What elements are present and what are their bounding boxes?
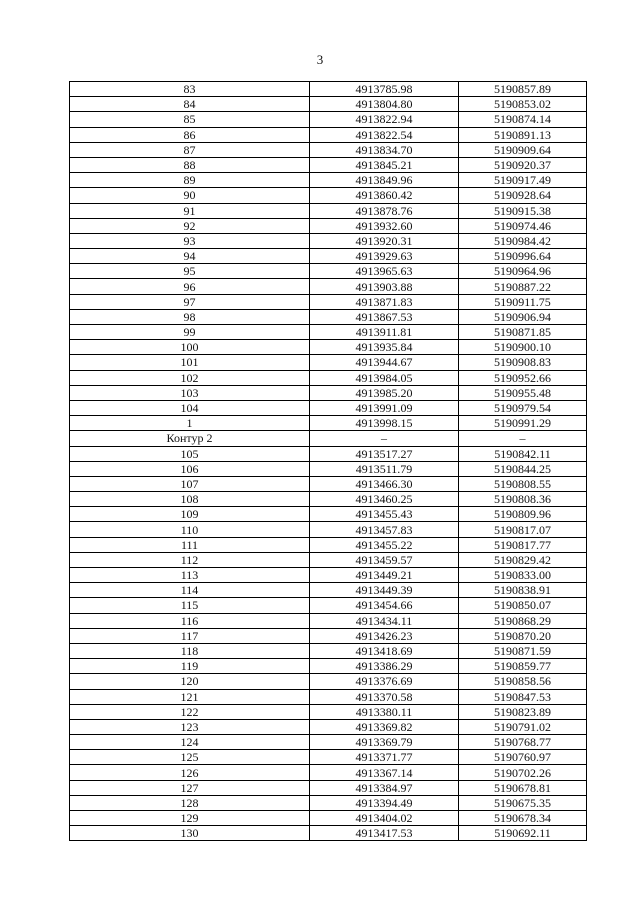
point-number-cell: 95 — [70, 264, 310, 279]
point-number-cell: 84 — [70, 97, 310, 112]
y-coordinate-cell: 5190979.54 — [459, 400, 587, 415]
y-coordinate-cell: 5190955.48 — [459, 385, 587, 400]
table-row — [70, 400, 587, 415]
table-row — [70, 780, 587, 795]
y-coordinate-cell: 5190833.00 — [459, 568, 587, 583]
y-coordinate-cell: 5190768.77 — [459, 735, 587, 750]
x-coordinate-cell: 4913459.57 — [310, 552, 459, 567]
x-coordinate-cell: 4913804.80 — [310, 97, 459, 112]
point-number-cell: 104 — [70, 400, 310, 415]
y-coordinate-cell: 5190829.42 — [459, 552, 587, 567]
point-number-cell: 88 — [70, 157, 310, 172]
y-coordinate-cell: 5190871.59 — [459, 643, 587, 658]
point-number-cell: 87 — [70, 142, 310, 157]
table-row — [70, 279, 587, 294]
y-coordinate-cell: 5190984.42 — [459, 233, 587, 248]
table-row — [70, 765, 587, 780]
x-coordinate-cell: 4913929.63 — [310, 249, 459, 264]
y-coordinate-cell: 5190952.66 — [459, 370, 587, 385]
point-number-cell: 83 — [70, 82, 310, 97]
y-coordinate-cell: 5190847.53 — [459, 689, 587, 704]
y-coordinate-cell: 5190991.29 — [459, 416, 587, 431]
x-coordinate-cell: 4913367.14 — [310, 765, 459, 780]
x-coordinate-cell: 4913822.54 — [310, 127, 459, 142]
y-coordinate-cell: 5190702.26 — [459, 765, 587, 780]
point-number-cell: 115 — [70, 598, 310, 613]
x-coordinate-cell: 4913434.11 — [310, 613, 459, 628]
x-coordinate-cell: 4913376.69 — [310, 674, 459, 689]
x-coordinate-cell: 4913985.20 — [310, 385, 459, 400]
table-row — [70, 370, 587, 385]
x-coordinate-cell: 4913370.58 — [310, 689, 459, 704]
x-coordinate-cell: 4913454.66 — [310, 598, 459, 613]
table-row — [70, 583, 587, 598]
table-row — [70, 689, 587, 704]
x-coordinate-cell: 4913417.53 — [310, 826, 459, 841]
point-number-cell: 129 — [70, 811, 310, 826]
x-coordinate-cell: 4913466.30 — [310, 476, 459, 491]
table-row — [70, 537, 587, 552]
contour-subheader-row — [70, 431, 587, 446]
coordinates-table — [69, 81, 587, 841]
x-coordinate-cell: 4913965.63 — [310, 264, 459, 279]
table-row — [70, 719, 587, 734]
table-row — [70, 233, 587, 248]
y-coordinate-cell: 5190678.34 — [459, 811, 587, 826]
y-coordinate-cell: 5190900.10 — [459, 340, 587, 355]
x-coordinate-cell: 4913418.69 — [310, 643, 459, 658]
point-number-cell: 105 — [70, 446, 310, 461]
x-coordinate-cell: 4913517.27 — [310, 446, 459, 461]
point-number-cell: 130 — [70, 826, 310, 841]
y-coordinate-cell: 5190887.22 — [459, 279, 587, 294]
table-row — [70, 795, 587, 810]
table-row — [70, 628, 587, 643]
y-coordinate-cell: 5190692.11 — [459, 826, 587, 841]
x-coordinate-cell: 4913455.22 — [310, 537, 459, 552]
y-coordinate-cell: 5190891.13 — [459, 127, 587, 142]
x-coordinate-cell: 4913878.76 — [310, 203, 459, 218]
x-coordinate-cell: 4913935.84 — [310, 340, 459, 355]
point-number-cell: 128 — [70, 795, 310, 810]
y-coordinate-cell: 5190844.25 — [459, 461, 587, 476]
point-number-cell: 127 — [70, 780, 310, 795]
x-coordinate-cell: 4913920.31 — [310, 233, 459, 248]
table-row — [70, 704, 587, 719]
x-coordinate-cell: 4913903.88 — [310, 279, 459, 294]
x-coordinate-cell: 4913998.15 — [310, 416, 459, 431]
x-coordinate-cell: 4913369.79 — [310, 735, 459, 750]
y-coordinate-cell: 5190859.77 — [459, 659, 587, 674]
table-row — [70, 476, 587, 491]
point-number-cell: 111 — [70, 537, 310, 552]
table-row — [70, 643, 587, 658]
table-row — [70, 264, 587, 279]
table-row — [70, 826, 587, 841]
x-coordinate-cell: 4913849.96 — [310, 173, 459, 188]
x-coordinate-cell: 4913369.82 — [310, 719, 459, 734]
x-coordinate-cell: 4913871.83 — [310, 294, 459, 309]
point-number-cell: 110 — [70, 522, 310, 537]
x-coordinate-cell: 4913834.70 — [310, 142, 459, 157]
x-coordinate-cell: 4913860.42 — [310, 188, 459, 203]
x-coordinate-cell: 4913944.67 — [310, 355, 459, 370]
table-row — [70, 355, 587, 370]
table-row — [70, 112, 587, 127]
table-row — [70, 249, 587, 264]
point-number-cell: 90 — [70, 188, 310, 203]
y-coordinate-cell: 5190808.55 — [459, 476, 587, 491]
table-row — [70, 613, 587, 628]
y-coordinate-cell: 5190853.02 — [459, 97, 587, 112]
point-number-cell: 109 — [70, 507, 310, 522]
x-coordinate-cell: 4913380.11 — [310, 704, 459, 719]
y-coordinate-cell: 5190675.35 — [459, 795, 587, 810]
x-coordinate-cell: 4913371.77 — [310, 750, 459, 765]
y-coordinate-cell: 5190870.20 — [459, 628, 587, 643]
y-coordinate-cell: 5190850.07 — [459, 598, 587, 613]
point-number-cell: 92 — [70, 218, 310, 233]
y-coordinate-cell: 5190964.96 — [459, 264, 587, 279]
y-coordinate-cell: 5190928.64 — [459, 188, 587, 203]
y-coordinate-cell: 5190678.81 — [459, 780, 587, 795]
table-row — [70, 127, 587, 142]
y-coordinate-cell: 5190760.97 — [459, 750, 587, 765]
x-coordinate-cell: 4913460.25 — [310, 492, 459, 507]
table-row — [70, 82, 587, 97]
y-coordinate-cell: 5190808.36 — [459, 492, 587, 507]
x-coordinate-cell: 4913911.81 — [310, 325, 459, 340]
y-coordinate-cell: 5190868.29 — [459, 613, 587, 628]
y-coordinate-cell: 5190858.56 — [459, 674, 587, 689]
x-coordinate-cell: 4913449.39 — [310, 583, 459, 598]
table-row — [70, 598, 587, 613]
page-number: 3 — [316, 52, 324, 67]
point-number-cell: 108 — [70, 492, 310, 507]
x-coordinate-cell: 4913785.98 — [310, 82, 459, 97]
table-row — [70, 735, 587, 750]
point-number-cell: 93 — [70, 233, 310, 248]
table-row — [70, 385, 587, 400]
x-coordinate-cell: – — [310, 431, 459, 446]
y-coordinate-cell: 5190838.91 — [459, 583, 587, 598]
y-coordinate-cell: 5190809.96 — [459, 507, 587, 522]
table-row — [70, 568, 587, 583]
point-number-cell: 126 — [70, 765, 310, 780]
point-number-cell: 118 — [70, 643, 310, 658]
table-row — [70, 294, 587, 309]
table-row — [70, 811, 587, 826]
point-number-cell: 85 — [70, 112, 310, 127]
table-row — [70, 522, 587, 537]
point-number-cell: 106 — [70, 461, 310, 476]
point-number-cell: 100 — [70, 340, 310, 355]
table-row — [70, 309, 587, 324]
table-row — [70, 203, 587, 218]
x-coordinate-cell: 4913384.97 — [310, 780, 459, 795]
table-row — [70, 750, 587, 765]
x-coordinate-cell: 4913932.60 — [310, 218, 459, 233]
y-coordinate-cell: 5190791.02 — [459, 719, 587, 734]
table-row — [70, 446, 587, 461]
table-row — [70, 674, 587, 689]
table-row — [70, 218, 587, 233]
x-coordinate-cell: 4913867.53 — [310, 309, 459, 324]
y-coordinate-cell: 5190917.49 — [459, 173, 587, 188]
x-coordinate-cell: 4913822.94 — [310, 112, 459, 127]
point-number-cell: 122 — [70, 704, 310, 719]
x-coordinate-cell: 4913457.83 — [310, 522, 459, 537]
point-number-cell: 116 — [70, 613, 310, 628]
point-number-cell: 113 — [70, 568, 310, 583]
table-row — [70, 416, 587, 431]
table-row — [70, 461, 587, 476]
point-number-cell: 102 — [70, 370, 310, 385]
y-coordinate-cell: 5190842.11 — [459, 446, 587, 461]
point-number-cell: 125 — [70, 750, 310, 765]
point-number-cell: Контур 2 — [70, 431, 310, 446]
y-coordinate-cell: 5190974.46 — [459, 218, 587, 233]
y-coordinate-cell: 5190871.85 — [459, 325, 587, 340]
point-number-cell: 114 — [70, 583, 310, 598]
point-number-cell: 107 — [70, 476, 310, 491]
y-coordinate-cell: 5190817.07 — [459, 522, 587, 537]
table-row — [70, 157, 587, 172]
y-coordinate-cell: 5190817.77 — [459, 537, 587, 552]
point-number-cell: 112 — [70, 552, 310, 567]
y-coordinate-cell: – — [459, 431, 587, 446]
point-number-cell: 99 — [70, 325, 310, 340]
point-number-cell: 101 — [70, 355, 310, 370]
y-coordinate-cell: 5190874.14 — [459, 112, 587, 127]
x-coordinate-cell: 4913455.43 — [310, 507, 459, 522]
coordinates-table-body — [70, 82, 587, 841]
table-row — [70, 492, 587, 507]
point-number-cell: 96 — [70, 279, 310, 294]
y-coordinate-cell: 5190911.75 — [459, 294, 587, 309]
y-coordinate-cell: 5190823.89 — [459, 704, 587, 719]
table-row — [70, 340, 587, 355]
x-coordinate-cell: 4913386.29 — [310, 659, 459, 674]
point-number-cell: 123 — [70, 719, 310, 734]
y-coordinate-cell: 5190857.89 — [459, 82, 587, 97]
table-row — [70, 188, 587, 203]
point-number-cell: 98 — [70, 309, 310, 324]
x-coordinate-cell: 4913404.02 — [310, 811, 459, 826]
x-coordinate-cell: 4913511.79 — [310, 461, 459, 476]
point-number-cell: 117 — [70, 628, 310, 643]
x-coordinate-cell: 4913426.23 — [310, 628, 459, 643]
y-coordinate-cell: 5190915.38 — [459, 203, 587, 218]
point-number-cell: 119 — [70, 659, 310, 674]
point-number-cell: 1 — [70, 416, 310, 431]
x-coordinate-cell: 4913984.05 — [310, 370, 459, 385]
y-coordinate-cell: 5190908.83 — [459, 355, 587, 370]
point-number-cell: 121 — [70, 689, 310, 704]
table-row — [70, 325, 587, 340]
y-coordinate-cell: 5190996.64 — [459, 249, 587, 264]
table-row — [70, 142, 587, 157]
table-row — [70, 659, 587, 674]
point-number-cell: 97 — [70, 294, 310, 309]
y-coordinate-cell: 5190920.37 — [459, 157, 587, 172]
point-number-cell: 91 — [70, 203, 310, 218]
x-coordinate-cell: 4913845.21 — [310, 157, 459, 172]
y-coordinate-cell: 5190906.94 — [459, 309, 587, 324]
point-number-cell: 86 — [70, 127, 310, 142]
table-row — [70, 507, 587, 522]
x-coordinate-cell: 4913449.21 — [310, 568, 459, 583]
y-coordinate-cell: 5190909.64 — [459, 142, 587, 157]
table-row — [70, 552, 587, 567]
point-number-cell: 120 — [70, 674, 310, 689]
x-coordinate-cell: 4913394.49 — [310, 795, 459, 810]
table-row — [70, 97, 587, 112]
point-number-cell: 89 — [70, 173, 310, 188]
point-number-cell: 94 — [70, 249, 310, 264]
point-number-cell: 124 — [70, 735, 310, 750]
table-row — [70, 173, 587, 188]
x-coordinate-cell: 4913991.09 — [310, 400, 459, 415]
point-number-cell: 103 — [70, 385, 310, 400]
